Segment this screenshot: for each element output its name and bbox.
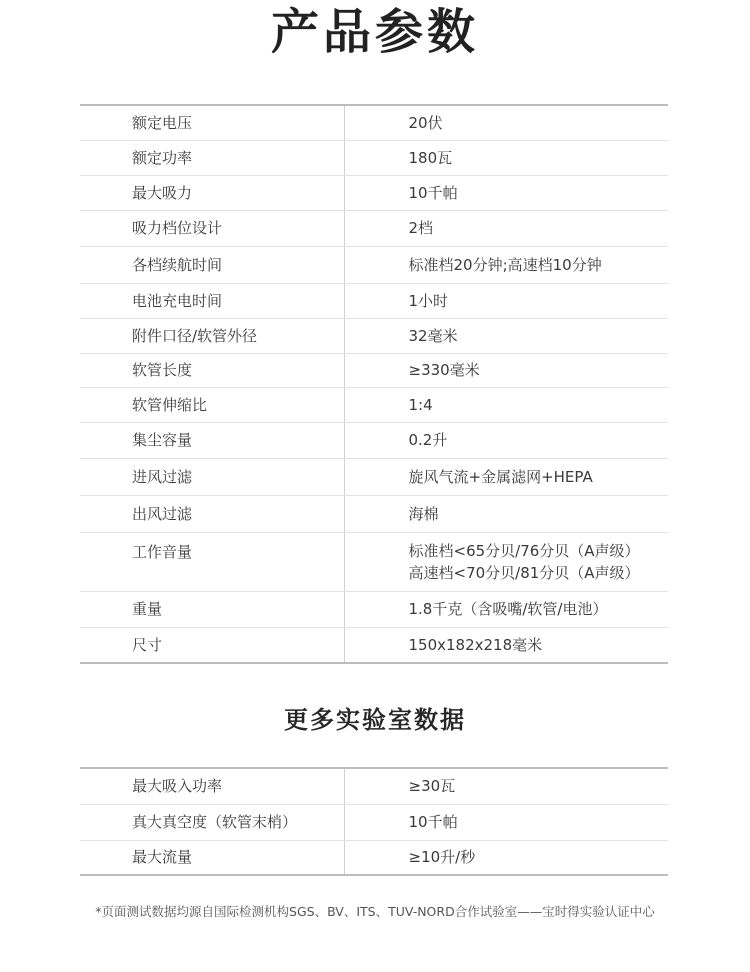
table-row [80, 495, 668, 532]
spec-value: 180瓦 [344, 140, 668, 175]
spec-value: ≥10升/秒 [344, 840, 668, 875]
spec-label: 工作音量 [80, 532, 344, 591]
table-row [80, 627, 668, 663]
spec-value-line: 高速档<70分贝/81分贝（A声级） [408, 563, 640, 582]
table-row [80, 804, 668, 840]
table-row [80, 532, 668, 591]
spec-label: 软管长度 [80, 353, 344, 387]
spec-label: 附件口径/软管外径 [80, 318, 344, 353]
spec-label: 电池充电时间 [80, 283, 344, 318]
table-row [80, 591, 668, 627]
table-row [80, 140, 668, 175]
spec-value: 0.2升 [344, 422, 668, 458]
spec-label: 集尘容量 [80, 422, 344, 458]
spec-label: 各档续航时间 [80, 246, 344, 283]
spec-value: 150x182x218毫米 [344, 627, 668, 663]
spec-value: 标准档20分钟;高速档10分钟 [344, 246, 668, 283]
table-row [80, 246, 668, 283]
spec-label: 吸力档位设计 [80, 210, 344, 246]
spec-label: 重量 [80, 591, 344, 627]
spec-value-line: 标准档<65分贝/76分贝（A声级） [408, 541, 640, 560]
table-row [80, 353, 668, 387]
spec-label: 真大真空度（软管末梢） [80, 804, 344, 840]
spec-value: 1:4 [344, 387, 668, 422]
table-row [80, 422, 668, 458]
table-row [80, 318, 668, 353]
spec-label: 软管伸缩比 [80, 387, 344, 422]
spec-value: ≥30瓦 [344, 768, 668, 804]
table-row [80, 175, 668, 210]
table-row [80, 210, 668, 246]
spec-value: 10千帕 [344, 804, 668, 840]
spec-label: 最大流量 [80, 840, 344, 875]
footnote: *页面测试数据均源自国际检测机构SGS、BV、ITS、TUV-NORD合作试验室——宝时得实验认证中心 [95, 904, 655, 919]
spec-label: 最大吸力 [80, 175, 344, 210]
table-row [80, 105, 668, 140]
spec-label: 最大吸入功率 [80, 768, 344, 804]
spec-value: 2档 [344, 210, 668, 246]
table-row [80, 840, 668, 875]
spec-label: 出风过滤 [80, 495, 344, 532]
lab-data-table [80, 767, 668, 876]
spec-value: 海棉 [344, 495, 668, 532]
spec-label: 额定功率 [80, 140, 344, 175]
spec-value: 1.8千克（含吸嘴/软管/电池） [344, 591, 668, 627]
page-title: 产品参数 [270, 4, 479, 60]
spec-value: 10千帕 [344, 175, 668, 210]
spec-table [80, 104, 668, 664]
section-title: 更多实验室数据 [284, 706, 466, 734]
table-row [80, 283, 668, 318]
table-row [80, 387, 668, 422]
spec-value: 1小时 [344, 283, 668, 318]
spec-value: 32毫米 [344, 318, 668, 353]
spec-value: 旋风气流+金属滤网+HEPA [344, 458, 668, 495]
spec-label: 尺寸 [80, 627, 344, 663]
spec-value [344, 532, 668, 591]
spec-value: 20伏 [344, 105, 668, 140]
spec-label: 额定电压 [80, 105, 344, 140]
table-row [80, 768, 668, 804]
table-row [80, 458, 668, 495]
spec-value: ≥330毫米 [344, 353, 668, 387]
spec-label: 进风过滤 [80, 458, 344, 495]
